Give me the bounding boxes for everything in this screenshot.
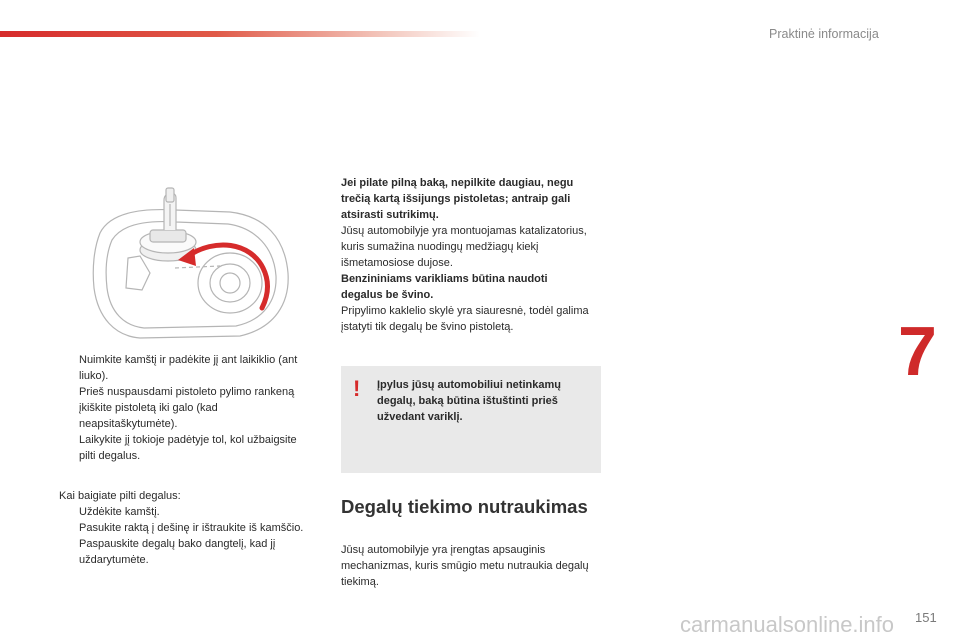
list-item-text: Pasukite raktą į dešinę ir ištraukite iš kamščio.	[79, 522, 304, 534]
catalyst-text: Jūsų automobilyje yra montuojamas katalizatorius, kuris sumažina nuodingų medžiagų kiekį išmetamosiose dujose.	[341, 225, 587, 269]
list-item	[59, 384, 309, 432]
list-item	[59, 352, 309, 384]
list-item	[59, 536, 309, 568]
list-item	[59, 504, 309, 520]
fuel-cap-removal-illustration	[80, 178, 300, 343]
header-accent-bar	[0, 31, 480, 37]
list-item-text: Nuimkite kamštį ir padėkite jį ant laikiklio (ant liuko).	[79, 354, 298, 382]
filler-neck	[198, 253, 262, 313]
list-item	[59, 520, 309, 536]
list-item-text: Uždėkite kamštį.	[79, 506, 160, 518]
full-tank-warning-text: Jei pilate pilną baką, nepilkite daugiau, negu trečią kartą išsijungs pistoletas; antraip gali atsirasti sutrikimų.	[341, 177, 574, 221]
filler-neck-text: Pripylimo kaklelio skylė yra siauresnė, todėl galima įstatyti tik degalų be švino pistoletą.	[341, 305, 589, 333]
list-item-text: Laikykite jį tokioje padėtyje tol, kol užbaigsite pilti degalus.	[79, 434, 297, 462]
fuel-cutoff-text: Jūsų automobilyje yra įrengtas apsauginis mechanizmas, kuris smūgio metu nutraukia degalų tiekimą.	[341, 544, 589, 588]
unleaded-required-text: Benzininiams varikliams būtina naudoti degalus be švino.	[341, 273, 548, 301]
filler-neck-inner	[210, 264, 250, 302]
fuel-instructions-list	[59, 352, 309, 464]
filler-neck-hole	[220, 273, 240, 293]
section-title: Praktinė informacija	[769, 27, 879, 41]
watermark: carmanualsonline.info	[680, 612, 895, 637]
fuel-cap-grip	[150, 230, 186, 242]
after-refuel-intro: Kai baigiate pilti degalus:	[59, 490, 181, 502]
section-heading: Degalų tiekimo nutraukimas	[341, 496, 588, 517]
list-item	[59, 432, 309, 464]
chapter-number: 7	[898, 312, 937, 390]
warning-text: Įpylus jūsų automobiliui netinkamų degalų, baką būtina ištuštinti prieš užvedant variklį.	[377, 379, 561, 423]
wrong-fuel-warning-box	[341, 366, 601, 473]
after-refuel-list	[59, 488, 309, 568]
fuel-notes	[341, 175, 591, 335]
rotation-arrow-icon	[188, 245, 267, 308]
list-item-text: Prieš nuspausdami pistoleto pylimo rankeną įkiškite pistoletą iki galo (kad neapsitaškytumėte).	[79, 386, 295, 430]
list-item-text: Paspauskite degalų bako dangtelį, kad jį uždarytumėte.	[79, 538, 276, 566]
warning-icon: !	[353, 376, 361, 401]
cap-holder	[126, 256, 150, 290]
page-number: 151	[915, 610, 937, 625]
